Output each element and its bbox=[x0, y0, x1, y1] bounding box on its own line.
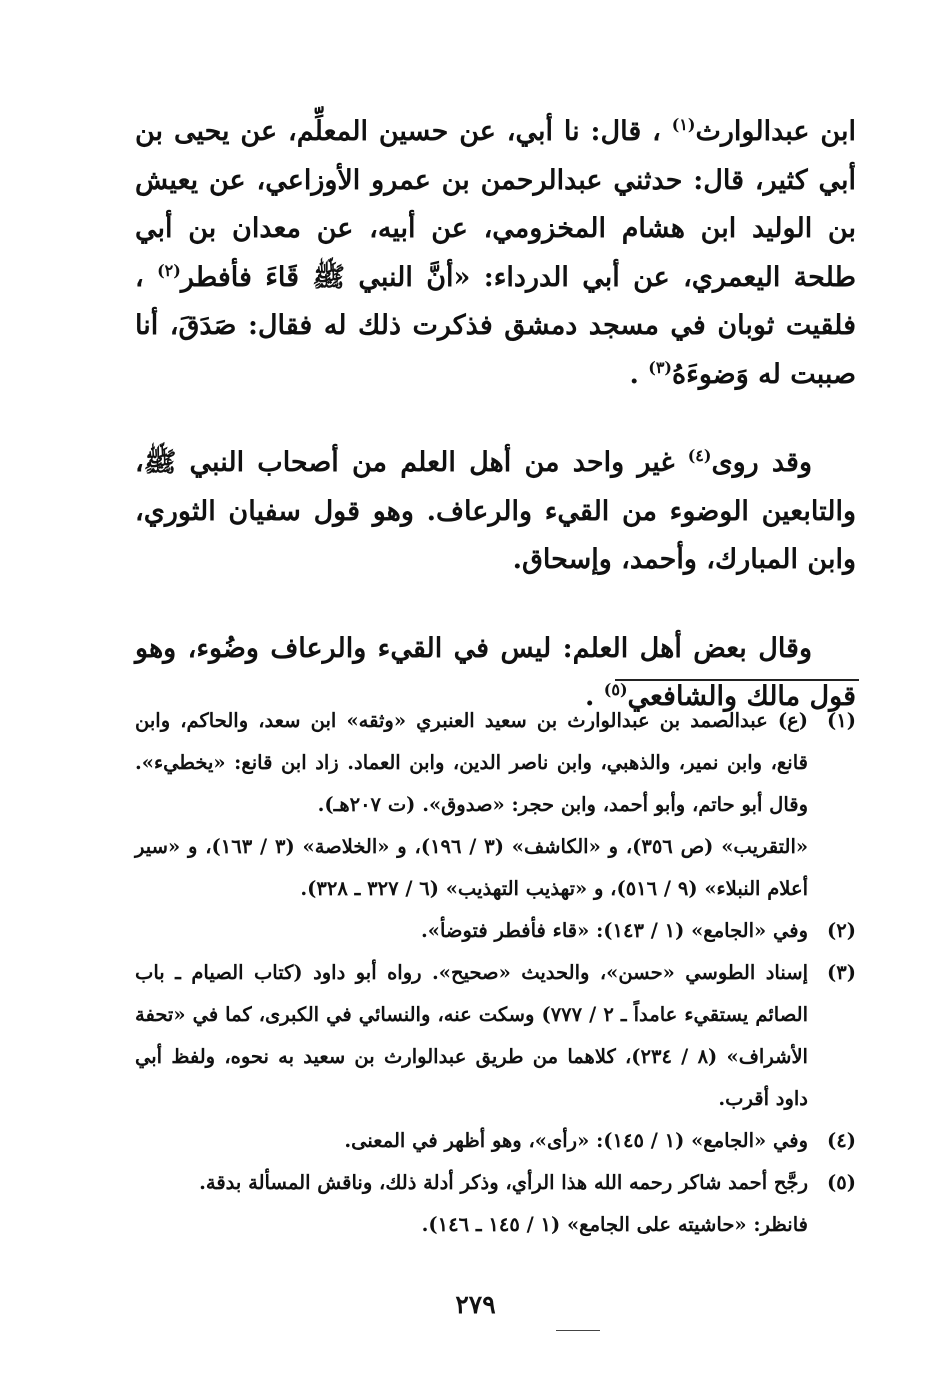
paragraph-3: وقال بعض أهل العلم: ليس في القيء والرعاف وضُوء، وهو قول مالك والشافعي$^{(٥)}$ . bbox=[135, 632, 856, 712]
footnote-ref-3[interactable]: (٣) bbox=[648, 357, 672, 377]
footnote-text: رجَّح أحمد شاكر رحمه الله هذا الرأي، وذكر أدلة ذلك، وناقش المسألة بدقة. bbox=[199, 1171, 808, 1194]
paragraph-gap bbox=[135, 399, 856, 439]
footnote-1 bbox=[135, 700, 856, 826]
footnote-text: (ع) عبدالصمد بن عبدالوارث بن سعيد العنبري «وثقه» ابن سعد، والحاكم، وابن قانع، وابن نمير، والذهبي، وابن ناصر الدين، وابن العماد. زاد ابن قانع: «يخطيء». وقال أبو حاتم، وأبو أحمد، وابن حجر: «صدوق». (ت ٢٠٧هـ). bbox=[135, 709, 808, 816]
footnote-5-reference: فانظر: «حاشيته على الجامع» (١ / ١٤٥ ـ ١٤٦). bbox=[421, 1213, 808, 1236]
footnote-ref-1[interactable]: (١) bbox=[671, 115, 696, 134]
page-number: ٢٧٩ bbox=[455, 1290, 496, 1319]
footnote-5 bbox=[135, 1162, 856, 1204]
footnote-3 bbox=[135, 952, 856, 1120]
footnote-2 bbox=[135, 910, 856, 952]
footnote-number: (٣) bbox=[827, 961, 856, 984]
footnote-text: إسناد الطوسي «حسن»، والحديث «صحيح». رواه أبو داود (كتاب الصيام ـ باب الصائم يستقيء عامداً ـ ٢ / ٧٧٧) وسكت عنه، والنسائي في الكبرى، كما في «تحفة الأشراف» (٨ / ٢٣٤)، كلاهما من طريق عبدالوارث بن سعيد به نحوه، ولفظ أبي داود أقرب. bbox=[135, 961, 809, 1110]
footnote-number: (٤) bbox=[827, 1129, 856, 1152]
paragraph-gap bbox=[135, 585, 856, 625]
footnote-ref-2[interactable]: (٢) bbox=[157, 260, 181, 280]
footnote-number: (٥) bbox=[827, 1171, 856, 1194]
paragraph-2: وقد روى$^{(٤)}$ غير واحد من أهل العلم من أصحاب النبي ﷺ، والتابعين الوضوء من القيء والرعاف. وهو قول سفيان الثوري، وابن المبارك، وأحمد، وإسحاق. bbox=[135, 446, 856, 575]
paragraph-1: ابن عبدالوارث$^{(١)}$ ، قال: نا أبي، عن حسين المعلِّم، عن يحيى بن أبي كثير، قال: حدثني عبدالرحمن بن عمرو الأوزاعي، عن يعيش بن الوليد ابن هشام المخزومي، عن أبيه، عن معدان بن أبي طلحة اليعمري، عن أبي الدرداء: «أنَّ النبي ﷺ قَاءَ فأفطر$^{(٢)}$ ، فلقيت ثوبان في مسجد دمشق فذكرت ذلك له فقال: صَدَقَ، أنا صببت له وَضوءَهُ$^{(٣)}$ . bbox=[135, 115, 856, 390]
footnote-1-sources: «التقريب» (ص ٣٥٦)، و «الكاشف» (٣ / ١٩٦)، و «الخلاصة» (٣ / ١٦٣)، و «سير أعلام النبلاء» (٩ / ٥١٦)، و «تهذيب التهذيب» (٦ / ٣٢٧ ـ ٣٢٨). bbox=[135, 835, 809, 900]
footnote-4 bbox=[135, 1120, 856, 1162]
footnote-text: وفي «الجامع» (١ / ١٤٣): «قاء فأفطر فتوضأ». bbox=[420, 919, 808, 942]
footnotes bbox=[135, 700, 856, 1246]
page-number-underline bbox=[556, 1330, 600, 1331]
footnote-text: وفي «الجامع» (١ / ١٤٥): «رأى»، وهو أظهر في المعنى. bbox=[344, 1129, 808, 1152]
footnote-ref-5[interactable]: (٥) bbox=[603, 680, 628, 699]
main-text bbox=[135, 108, 856, 722]
footnote-ref-4[interactable]: (٤) bbox=[687, 446, 712, 465]
footnote-number: (٢) bbox=[827, 919, 856, 942]
footnote-number: (١) bbox=[827, 709, 856, 732]
footnote-separator bbox=[615, 679, 859, 681]
